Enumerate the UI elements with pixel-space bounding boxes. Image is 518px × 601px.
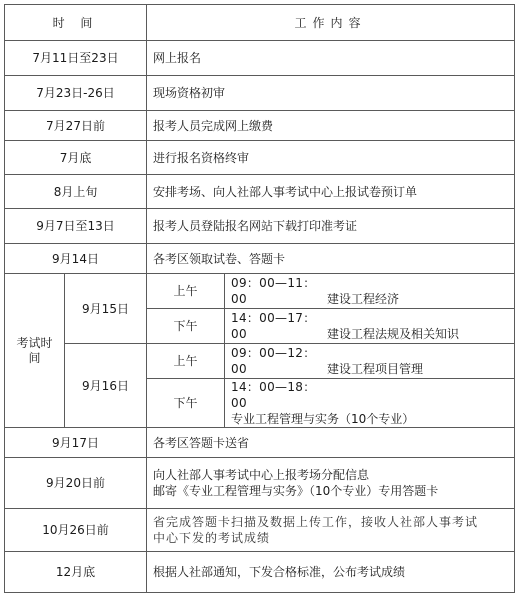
row-task: 报考人员登陆报名网站下载打印准考证 [147, 209, 515, 244]
exam-slot-period: 上午 [147, 344, 225, 379]
row-date: 7月11日至23日 [5, 41, 147, 76]
exam-row [5, 344, 515, 379]
exam-slot-detail [225, 344, 515, 379]
exam-slot-time: 14：00—17：00 [231, 311, 316, 341]
row-date: 7月27日前 [5, 111, 147, 141]
row-date: 10月26日前 [5, 509, 147, 552]
table-row [5, 175, 515, 209]
table-row [5, 141, 515, 175]
exam-time-label-cell [5, 274, 65, 428]
table-row [5, 209, 515, 244]
exam-slot-subject: 建设工程法规及相关知识 [327, 327, 460, 341]
exam-slot-time: 09：00—12：00 [231, 346, 316, 376]
exam-schedule-table [4, 4, 515, 593]
exam-slot-detail [225, 274, 515, 309]
row-task: 网上报名 [147, 41, 515, 76]
exam-slot-subject: 建设工程项目管理 [327, 362, 424, 376]
row-date: 7月23日-26日 [5, 76, 147, 111]
row-task: 现场资格初审 [147, 76, 515, 111]
table-row [5, 509, 515, 552]
header-row [5, 5, 515, 41]
table-row [5, 41, 515, 76]
row-task-line: 邮寄《专业工程管理与实务》（10个专业）专用答题卡 [153, 484, 439, 498]
row-date: 9月14日 [5, 244, 147, 274]
table-row [5, 458, 515, 509]
row-task: 报考人员完成网上缴费 [147, 111, 515, 141]
row-date: 9月20日前 [5, 458, 147, 509]
row-task-line: 中心下发的考试成绩 [153, 531, 271, 545]
exam-slot-period: 下午 [147, 309, 225, 344]
row-task: 根据人社部通知，下发合格标准，公布考试成绩 [147, 552, 515, 593]
table-row [5, 552, 515, 593]
table-row [5, 428, 515, 458]
row-task: 安排考场、向人社部人事考试中心上报试卷预订单 [147, 175, 515, 209]
row-task: 各考区领取试卷、答题卡 [147, 244, 515, 274]
exam-day-date: 9月15日 [65, 274, 147, 344]
exam-row [5, 274, 515, 309]
exam-slot-time: 14：00—18：00 [231, 380, 316, 410]
table-row [5, 111, 515, 141]
row-task-line: 向人社部人事考试中心上报考场分配信息 [153, 468, 370, 482]
exam-slot-time: 09：00—11：00 [231, 276, 316, 306]
header-content: 工作内容 [147, 5, 515, 41]
row-date: 7月底 [5, 141, 147, 175]
exam-day-date: 9月16日 [65, 344, 147, 428]
row-date: 9月7日至13日 [5, 209, 147, 244]
exam-slot-subject: 专业工程管理与实务（10个专业） [231, 412, 415, 426]
exam-slot-period: 下午 [147, 379, 225, 428]
exam-time-label: 考试时间 [16, 335, 53, 365]
row-task: 各考区答题卡送省 [147, 428, 515, 458]
table-row [5, 244, 515, 274]
row-date: 8月上旬 [5, 175, 147, 209]
exam-slot-subject: 建设工程经济 [327, 292, 400, 306]
header-time: 时 间 [5, 5, 147, 41]
exam-slot-detail [225, 379, 515, 428]
row-task [147, 509, 515, 552]
row-task [147, 458, 515, 509]
row-date: 9月17日 [5, 428, 147, 458]
row-task: 进行报名资格终审 [147, 141, 515, 175]
row-date: 12月底 [5, 552, 147, 593]
exam-slot-detail [225, 309, 515, 344]
row-task-line: 省完成答题卡扫描及数据上传工作，接收人社部人事考试 [153, 515, 479, 529]
table-row [5, 76, 515, 111]
exam-slot-period: 上午 [147, 274, 225, 309]
